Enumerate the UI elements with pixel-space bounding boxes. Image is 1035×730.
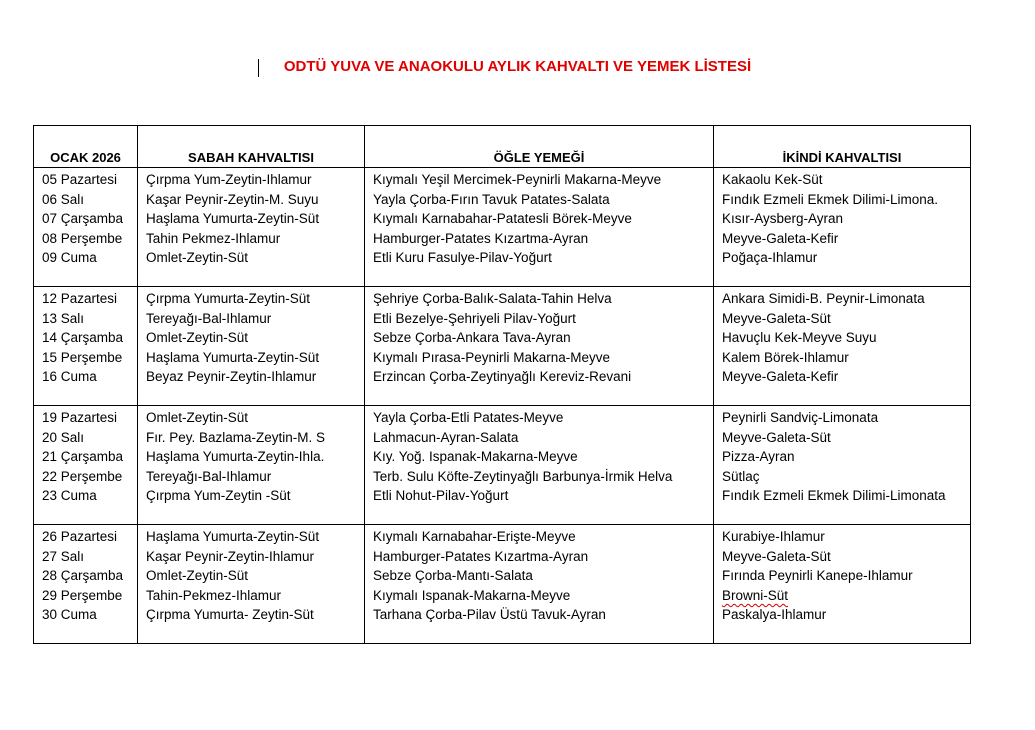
breakfast-item: Çırpma Yumurta-Zeytin-Süt: [146, 291, 311, 306]
breakfast-item: Kaşar Peynir-Zeytin-M. Suyu: [146, 191, 319, 207]
breakfast-item: Tereyağı-Bal-Ihlamur: [146, 310, 272, 326]
lunch-cell: [365, 525, 714, 644]
lunch-item: Kıymalı Pırasa-Peynirli Makarna-Meyve: [373, 349, 611, 365]
breakfast-item: Tereyağı-Bal-Ihlamur: [146, 468, 272, 484]
week-row: [34, 287, 971, 406]
day-label: 14 Çarşamba: [42, 330, 124, 346]
snack-cell: [714, 287, 971, 406]
day-label: 21 Çarşamba: [42, 449, 124, 465]
lunch-cell: [365, 287, 714, 406]
breakfast-item: Omlet-Zeytin-Süt: [146, 330, 249, 346]
header-row: [34, 126, 971, 168]
header-lunch: ÖĞLE YEMEĞİ: [365, 126, 714, 168]
snack-item: Kakaolu Kek-Süt: [722, 172, 823, 187]
snack-item: Browni-Süt: [722, 587, 789, 603]
lunch-item: Kıymalı Karnabahar-Erişte-Meyve: [373, 529, 576, 544]
lunch-item: Kıymalı Yeşil Mercimek-Peynirli Makarna-Meyve: [373, 172, 662, 187]
day-label: 26 Pazartesi: [42, 529, 118, 544]
day-label: 23 Cuma: [42, 488, 97, 504]
snack-item: Paskalya-Ihlamur: [722, 607, 827, 623]
document-title: ODTÜ YUVA VE ANAOKULU AYLIK KAHVALTI VE YEMEK LİSTESİ: [283, 58, 752, 75]
snack-item: Ankara Simidi-B. Peynir-Limonata: [722, 291, 925, 306]
breakfast-cell: [138, 406, 365, 525]
breakfast-item: Haşlama Yumurta-Zeytin-Ihla.: [146, 449, 325, 465]
breakfast-item: Tahin Pekmez-Ihlamur: [146, 230, 281, 246]
lunch-item: Hamburger-Patates Kızartma-Ayran: [373, 548, 589, 564]
breakfast-item: Çırpma Yum-Zeytin -Süt: [146, 488, 291, 504]
snack-item: Havuçlu Kek-Meyve Suyu: [722, 330, 877, 346]
breakfast-cell: [138, 168, 365, 287]
snack-item: Meyve-Galeta-Süt: [722, 548, 831, 564]
days-cell: [34, 406, 138, 525]
lunch-item: Şehriye Çorba-Balık-Salata-Tahin Helva: [373, 291, 612, 306]
snack-item: Sütlaç: [722, 468, 760, 484]
day-label: 13 Salı: [42, 310, 85, 326]
lunch-item: Kıymalı Ispanak-Makarna-Meyve: [373, 587, 571, 603]
day-label: 27 Salı: [42, 548, 85, 564]
day-label: 07 Çarşamba: [42, 211, 124, 227]
breakfast-item: Haşlama Yumurta-Zeytin-Süt: [146, 349, 320, 365]
snack-item: Kurabiye-Ihlamur: [722, 529, 825, 544]
breakfast-item: Haşlama Yumurta-Zeytin-Süt: [146, 529, 320, 544]
day-label: 16 Cuma: [42, 369, 97, 385]
menu-table: [33, 125, 971, 644]
snack-item: Fındık Ezmeli Ekmek Dilimi-Limona.: [722, 191, 939, 207]
lunch-cell: [365, 168, 714, 287]
snack-item: Pizza-Ayran: [722, 449, 795, 465]
breakfast-item: Omlet-Zeytin-Süt: [146, 410, 249, 425]
lunch-item: Yayla Çorba-Fırın Tavuk Patates-Salata: [373, 191, 610, 207]
day-label: 20 Salı: [42, 429, 85, 445]
snack-item: Meyve-Galeta-Süt: [722, 429, 831, 445]
day-label: 19 Pazartesi: [42, 410, 118, 425]
snack-item: Kalem Börek-Ihlamur: [722, 349, 849, 365]
day-label: 28 Çarşamba: [42, 568, 124, 584]
snack-item: Fındık Ezmeli Ekmek Dilimi-Limonata: [722, 488, 946, 504]
snack-item: Meyve-Galeta-Süt: [722, 310, 831, 326]
snack-cell: [714, 525, 971, 644]
snack-item: Peynirli Sandviç-Limonata: [722, 410, 879, 425]
text-cursor: [258, 59, 259, 77]
lunch-item: Kıy. Yoğ. Ispanak-Makarna-Meyve: [373, 449, 578, 465]
header-breakfast: SABAH KAHVALTISI: [138, 126, 365, 168]
snack-item: Kısır-Aysberg-Ayran: [722, 211, 844, 227]
week-row: [34, 525, 971, 644]
lunch-item: Lahmacun-Ayran-Salata: [373, 429, 519, 445]
day-label: 29 Perşembe: [42, 587, 123, 603]
lunch-item: Erzincan Çorba-Zeytinyağlı Kereviz-Revani: [373, 369, 632, 385]
lunch-item: Etli Kuru Fasulye-Pilav-Yoğurt: [373, 250, 552, 266]
lunch-item: Yayla Çorba-Etli Patates-Meyve: [373, 410, 564, 425]
breakfast-item: Omlet-Zeytin-Süt: [146, 250, 249, 266]
day-label: 08 Perşembe: [42, 230, 123, 246]
lunch-item: Sebze Çorba-Mantı-Salata: [373, 568, 533, 584]
day-label: 30 Cuma: [42, 607, 97, 623]
snack-cell: [714, 168, 971, 287]
week-row: [34, 168, 971, 287]
lunch-cell: [365, 406, 714, 525]
breakfast-item: Haşlama Yumurta-Zeytin-Süt: [146, 211, 320, 227]
lunch-item: Etli Nohut-Pilav-Yoğurt: [373, 488, 509, 504]
header-month: OCAK 2026: [34, 126, 138, 168]
days-cell: [34, 287, 138, 406]
breakfast-item: Kaşar Peynir-Zeytin-Ihlamur: [146, 548, 315, 564]
breakfast-cell: [138, 287, 365, 406]
lunch-item: Tarhana Çorba-Pilav Üstü Tavuk-Ayran: [373, 607, 606, 623]
lunch-item: Kıymalı Karnabahar-Patatesli Börek-Meyve: [373, 211, 632, 227]
breakfast-item: Beyaz Peynir-Zeytin-Ihlamur: [146, 369, 317, 385]
day-label: 15 Perşembe: [42, 349, 123, 365]
days-cell: [34, 525, 138, 644]
breakfast-item: Omlet-Zeytin-Süt: [146, 568, 249, 584]
snack-item: Meyve-Galeta-Kefir: [722, 369, 839, 385]
day-label: 05 Pazartesi: [42, 172, 118, 187]
day-label: 22 Perşembe: [42, 468, 123, 484]
lunch-item: Terb. Sulu Köfte-Zeytinyağlı Barbunya-İrmik Helva: [373, 468, 673, 484]
breakfast-item: Çırpma Yum-Zeytin-Ihlamur: [146, 172, 312, 187]
lunch-item: Sebze Çorba-Ankara Tava-Ayran: [373, 330, 571, 346]
lunch-item: Hamburger-Patates Kızartma-Ayran: [373, 230, 589, 246]
snack-item: Poğaça-Ihlamur: [722, 250, 818, 266]
lunch-item: Etli Bezelye-Şehriyeli Pilav-Yoğurt: [373, 310, 576, 326]
snack-cell: [714, 406, 971, 525]
breakfast-item: Fır. Pey. Bazlama-Zeytin-M. S: [146, 429, 326, 445]
days-cell: [34, 168, 138, 287]
breakfast-cell: [138, 525, 365, 644]
week-row: [34, 406, 971, 525]
header-snack: İKİNDİ KAHVALTISI: [714, 126, 971, 168]
day-label: 12 Pazartesi: [42, 291, 118, 306]
snack-item: Fırında Peynirli Kanepe-Ihlamur: [722, 568, 913, 584]
day-label: 09 Cuma: [42, 250, 97, 266]
snack-item: Meyve-Galeta-Kefir: [722, 230, 839, 246]
breakfast-item: Tahin-Pekmez-Ihlamur: [146, 587, 282, 603]
breakfast-item: Çırpma Yumurta- Zeytin-Süt: [146, 607, 314, 623]
day-label: 06 Salı: [42, 191, 85, 207]
